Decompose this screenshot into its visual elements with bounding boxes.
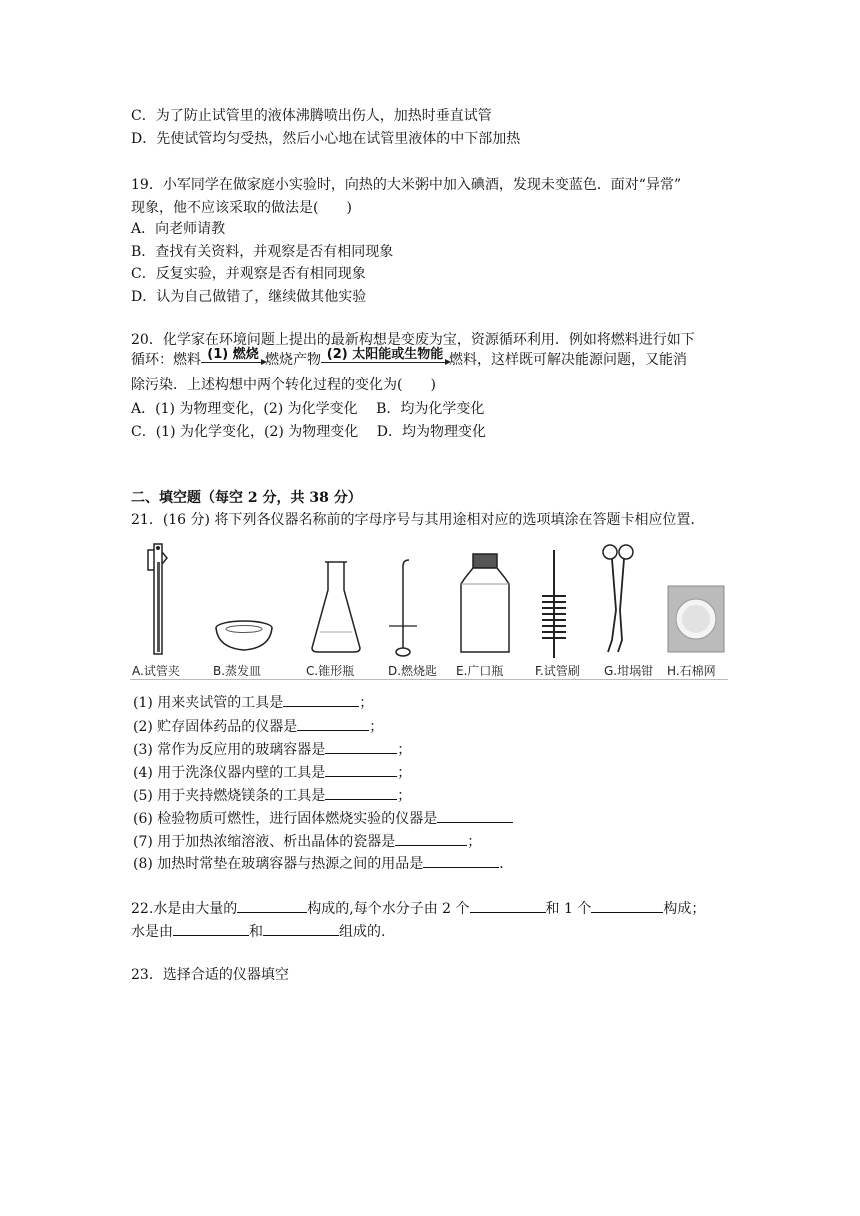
q19-stem-line2: 现象，他不应该采取的做法是( ) (131, 200, 352, 216)
q22-blank-2[interactable] (470, 898, 546, 913)
q22-line2: 水是由 和 组成的. (131, 921, 385, 942)
q18-option-c: C．为了防止试管里的液体沸腾喷出伤人，加热时垂直试管 (131, 108, 492, 124)
wide-mouth-bottle-icon (455, 540, 515, 660)
q19-option-d: D．认为自己做错了，继续做其他实验 (131, 289, 367, 305)
caption-conical-flask: C.锥形瓶 (306, 664, 355, 678)
q22-blank-5[interactable] (263, 921, 339, 936)
q21-item-4: (4) 用于洗涤仪器内壁的工具是 ； (133, 762, 411, 783)
q22-blank-4[interactable] (173, 921, 249, 936)
answer-blank-3[interactable] (325, 739, 397, 754)
caption-crucible-tongs: G.坩埚钳 (604, 664, 654, 678)
answer-blank-4[interactable] (325, 762, 397, 777)
q19-option-b: B．查找有关资料，并观察是否有相同现象 (131, 244, 394, 260)
q21-item-6: (6) 检验物质可燃性，进行固体燃烧实验的仪器是 (133, 808, 513, 829)
q20-stem-line3: 除污染．上述构想中两个转化过程的变化为( ) (131, 377, 436, 393)
q19-stem-line1: 19．小军同学在做家庭小实验时，向热的大米粥中加入碘酒，发现未变蓝色．面对“异常” (131, 177, 682, 193)
q20-options-cd: C．(1) 为化学变化，(2) 为物理变化 D．均为物理变化 (131, 424, 486, 440)
section-2-heading: 二、填空题（每空 2 分，共 38 分） (131, 490, 362, 506)
caption-wide-mouth-bottle: E.广口瓶 (456, 664, 504, 678)
q22-blank-1[interactable] (237, 898, 307, 913)
q19-option-c: C．反复实验，并观察是否有相同现象 (131, 266, 366, 282)
answer-blank-1[interactable] (283, 692, 359, 707)
answer-blank-5[interactable] (325, 785, 397, 800)
combustion-spoon-icon (385, 540, 425, 660)
arrow-2-label: (2) 太阳能或生物能 (326, 347, 444, 362)
q21-item-1: (1) 用来夹试管的工具是 ； (133, 692, 373, 713)
caption-test-tube-holder: A.试管夹 (132, 664, 180, 678)
q21-item-2: (2) 贮存固体药品的仪器是 ； (133, 716, 383, 737)
q21-item-5: (5) 用于夹持燃烧镁条的工具是 ； (133, 785, 411, 806)
q22-blank-3[interactable] (591, 898, 663, 913)
q22-line1: 22.水是由大量的 构成的,每个水分子由 2 个 和 1 个 构成； (131, 898, 705, 919)
test-tube-holder-icon (140, 540, 180, 660)
q18-option-d: D．先使试管均匀受热，然后小心地在试管里液体的中下部加热 (131, 131, 521, 147)
reaction-arrow-2 (321, 348, 449, 363)
arrow-1-label: (1) 燃烧 (207, 347, 259, 362)
evaporating-dish-icon (210, 540, 280, 660)
answer-blank-2[interactable] (297, 716, 369, 731)
q20-text-a: 循环：燃料 (131, 352, 201, 368)
q20-stem-line2 (131, 347, 687, 370)
test-tube-brush-icon (534, 540, 574, 660)
answer-blank-7[interactable] (395, 831, 467, 846)
answer-blank-8[interactable] (423, 853, 499, 868)
caption-combustion-spoon: D.燃烧匙 (388, 664, 438, 678)
reaction-arrow-1 (201, 348, 265, 363)
q21-item-3: (3) 常作为反应用的玻璃容器是 ； (133, 739, 411, 760)
q21-item-7: (7) 用于加热浓缩溶液、析出晶体的瓷器是 ； (133, 831, 481, 852)
caption-asbestos-gauze: H.石棉网 (667, 664, 716, 678)
asbestos-gauze-icon (666, 540, 726, 660)
q19-option-a: A．向老师请教 (131, 221, 226, 237)
crucible-tongs-icon (598, 540, 638, 660)
q20-options-ab: A．(1) 为物理变化，(2) 为化学变化 B．均为化学变化 (131, 401, 485, 417)
q20-stem-line1: 20．化学家在环境问题上提出的最新构想是变废为宝，资源循环利用．例如将燃料进行如下 (131, 332, 695, 348)
q20-text-c: 燃料，这样既可解决能源问题，又能消 (449, 352, 687, 368)
answer-blank-6[interactable] (437, 808, 513, 823)
q21-stem: 21．(16 分) 将下列各仪器名称前的字母序号与其用途相对应的选项填涂在答题卡相应位置． (131, 512, 705, 528)
caption-evaporating-dish: B.蒸发皿 (213, 664, 262, 678)
conical-flask-icon (306, 540, 366, 660)
q23-stem: 23．选择合适的仪器填空 (131, 967, 289, 983)
q21-item-8: (8) 加热时常垫在玻璃容器与热源之间的用品是 ． (133, 853, 513, 874)
q20-text-b: 燃烧产物 (265, 352, 321, 368)
caption-test-tube-brush: F.试管刷 (535, 664, 580, 678)
